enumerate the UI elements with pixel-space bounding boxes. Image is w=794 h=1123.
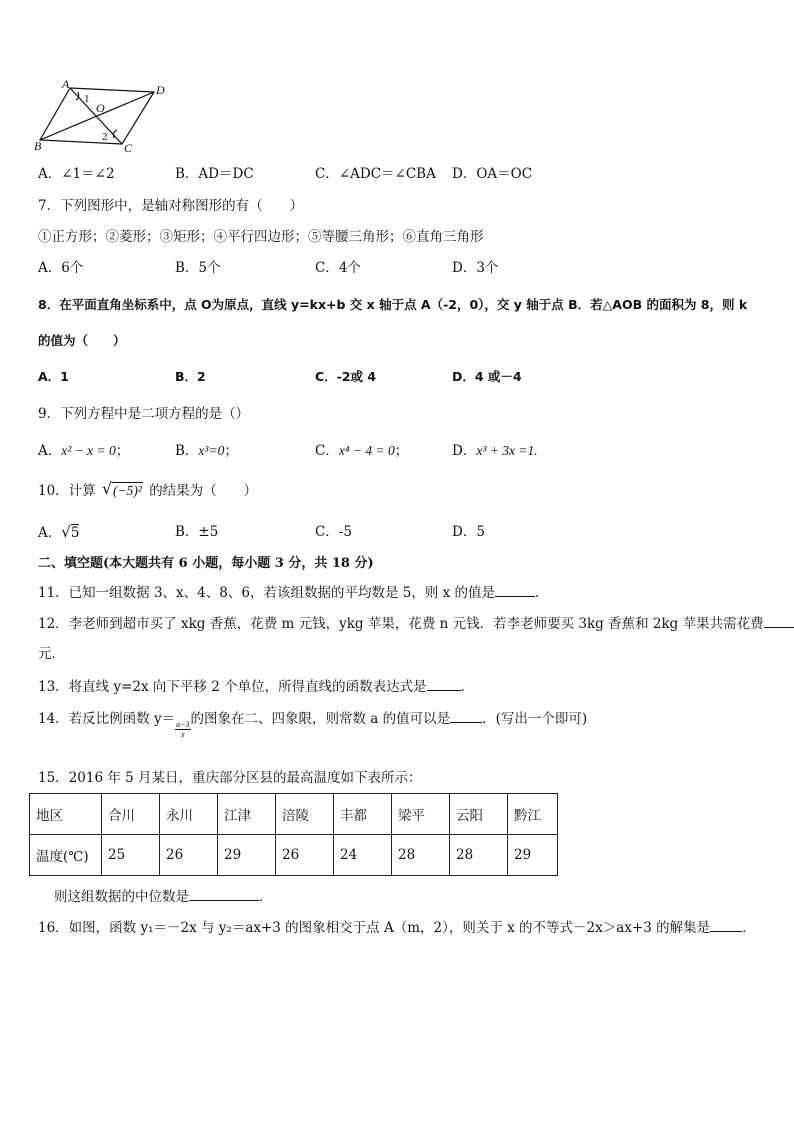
q7-option-b[interactable]: B．5个 [175, 260, 221, 276]
q7-options [38, 259, 758, 277]
q11-text: 11．已知一组数据 3、x、4、8、6，若该组数据的平均数是 5，则 x 的值是 [38, 585, 496, 601]
q9-option-a-label: A． [38, 443, 62, 459]
q13-tail: ． [460, 679, 475, 695]
q7-option-d[interactable]: D．3个 [452, 260, 499, 276]
label-c: C [124, 141, 133, 154]
q13 [38, 676, 756, 696]
q15-answer-blank[interactable] [189, 886, 259, 901]
q7-list: ①正方形；②菱形；③矩形；④平行四边形；⑤等腰三角形；⑥直角三角形 [38, 229, 484, 245]
q9-option-b-tail: ； [224, 443, 238, 459]
q14-frac-numerator: a−3 [176, 720, 190, 729]
table-cell: 29 [218, 835, 276, 876]
q11-tail: ． [535, 585, 549, 601]
table-header-cell: 地区 [30, 794, 102, 835]
q15-after-tail: ． [259, 889, 273, 905]
q12-answer-blank[interactable] [764, 613, 794, 628]
label-angle-1: 1 [84, 93, 90, 105]
table-cell: 25 [102, 835, 160, 876]
table-header-cell: 涪陵 [276, 794, 334, 835]
q9-option-d-expr: x³ + 3x =1. [476, 443, 538, 458]
q13-text: 13．将直线 y=2x 向下平移 2 个单位，所得直线的函数表达式是 [38, 679, 427, 695]
q12-line2: 元． [38, 646, 65, 662]
q10-sqrt [101, 479, 143, 500]
table-header-cell: 云阳 [450, 794, 508, 835]
radical-sign-icon: √ [101, 479, 113, 498]
q9-option-d-label: D． [452, 443, 477, 459]
section-2-heading: 二、填空题(本大题共有 6 小题，每小题 3 分，共 18 分) [38, 556, 374, 571]
label-o: O [96, 101, 105, 115]
q14-answer-blank[interactable] [450, 708, 482, 723]
label-d: D [156, 83, 165, 97]
q14-middle: 的图象在二、四象限，则常数 a 的值可以是 [190, 711, 451, 727]
q8-option-c[interactable]: C．-2或 4 [315, 369, 377, 384]
q9-option-c-label: C． [315, 443, 339, 459]
table-row [30, 835, 558, 876]
q15-stem: 15．2016 年 5 月某日，重庆部分区县的最高温度如下表所示： [38, 770, 422, 786]
q10-option-a-label: A． [38, 525, 62, 541]
parallelogram-figure [34, 78, 174, 154]
temperature-table [29, 793, 558, 876]
table-header-cell: 合川 [102, 794, 160, 835]
q8-stem-line2: 的值为（ ） [38, 333, 126, 348]
q8-stem-line1: 8．在平面直角坐标系中，点 O为原点，直线 y=kx+b 交 x 轴于点 A（-2，0），交 y 轴于点 B．若△AOB 的面积为 8，则 k [38, 297, 748, 312]
q10-options [38, 523, 758, 541]
radical-sign-icon: √ [61, 523, 71, 541]
label-b: B [34, 139, 42, 153]
q16-text: 16．如图，函数 y₁＝－2x 与 y₂＝ax+3 的图象相交于点 A（m，2），则关于 x 的不等式－2x＞ax+3 的解集是 [38, 920, 711, 936]
table-header-cell: 梁平 [392, 794, 450, 835]
q7-option-c[interactable]: C．4个 [315, 260, 361, 276]
q7-stem: 7．下列图形中，是轴对称图形的有（ ） [38, 198, 304, 214]
q11-answer-blank[interactable] [495, 582, 535, 597]
q10-radicand: (−5)² [112, 483, 142, 498]
q10-option-c[interactable]: C．-5 [315, 524, 352, 540]
q9-option-c-tail: ； [394, 443, 409, 459]
q10-option-a[interactable] [38, 523, 79, 542]
table-header-cell: 永川 [160, 794, 218, 835]
q15-after-text: 则这组数据的中位数是 [54, 889, 189, 905]
q9-option-a[interactable] [38, 442, 129, 460]
q16-tail: ． [742, 920, 756, 936]
q10-option-d[interactable]: D．5 [452, 524, 485, 540]
label-angle-2: 2 [102, 131, 108, 143]
q14-tail: ．(写出一个即可) [482, 711, 588, 727]
q8-option-d[interactable]: D．4 或－4 [452, 369, 522, 384]
table-cell: 26 [276, 835, 334, 876]
diagonal-bd [40, 92, 154, 140]
q6-option-a[interactable]: A．∠1＝∠2 [38, 166, 115, 182]
q14-prefix: 14．若反比例函数 y＝ [38, 711, 176, 727]
table-header-cell: 黔江 [508, 794, 558, 835]
q9-option-b-label: B． [175, 443, 199, 459]
q13-answer-blank[interactable] [427, 676, 461, 691]
q9-option-b[interactable] [175, 442, 238, 460]
q12-line1 [38, 613, 764, 633]
q6-option-d[interactable]: D．OA＝OC [452, 166, 533, 182]
q14-fraction [175, 720, 190, 739]
q11 [38, 582, 756, 602]
table-cell: 28 [450, 835, 508, 876]
q10-stem [38, 479, 756, 500]
label-a: A [62, 78, 70, 91]
q10-prefix: 10．计算 [38, 483, 96, 499]
table-row [30, 794, 558, 835]
table-cell: 29 [508, 835, 558, 876]
q8-option-b[interactable]: B．2 [175, 369, 206, 384]
q14-frac-denominator: x [181, 730, 185, 739]
q16-answer-blank[interactable] [710, 917, 742, 932]
q9-option-c[interactable] [315, 442, 408, 460]
q10-option-b[interactable]: B．±5 [175, 524, 219, 540]
q7-option-a[interactable]: A．6个 [38, 260, 84, 276]
q9-option-d[interactable] [452, 442, 538, 460]
table-cell: 26 [160, 835, 218, 876]
table-cell: 24 [334, 835, 392, 876]
q6-option-b[interactable]: B．AD＝DC [175, 166, 254, 182]
q15-after [54, 886, 756, 906]
table-header-cell: 丰都 [334, 794, 392, 835]
q6-options [38, 165, 758, 183]
q9-option-c-expr: x⁴ − 4 = 0 [338, 443, 395, 458]
q9-stem: 9．下列方程中是二项方程的是（） [38, 406, 250, 422]
q8-options [38, 368, 758, 386]
q9-option-a-tail: ； [115, 443, 130, 459]
q8-option-a[interactable]: A．1 [38, 369, 69, 384]
q14 [38, 708, 756, 748]
q10-option-a-radicand: 5 [70, 525, 80, 541]
table-cell: 28 [392, 835, 450, 876]
table-cell: 温度(℃) [30, 835, 102, 876]
q16 [38, 917, 756, 937]
table-header-cell: 江津 [218, 794, 276, 835]
q9-option-a-expr: x² − x = 0 [61, 443, 116, 458]
q12-text: 12．李老师到超市买了 xkg 香蕉，花费 m 元钱，ykg 苹果，花费 n 元钱．若李老师要买 3kg 香蕉和 2kg 苹果共需花费 [38, 616, 764, 632]
q6-option-c[interactable]: C．∠ADC＝∠CBA [315, 166, 436, 182]
q9-option-b-expr: x³=0 [198, 443, 225, 458]
q10-suffix: 的结果为（ ） [149, 483, 258, 499]
q9-options [38, 442, 758, 460]
